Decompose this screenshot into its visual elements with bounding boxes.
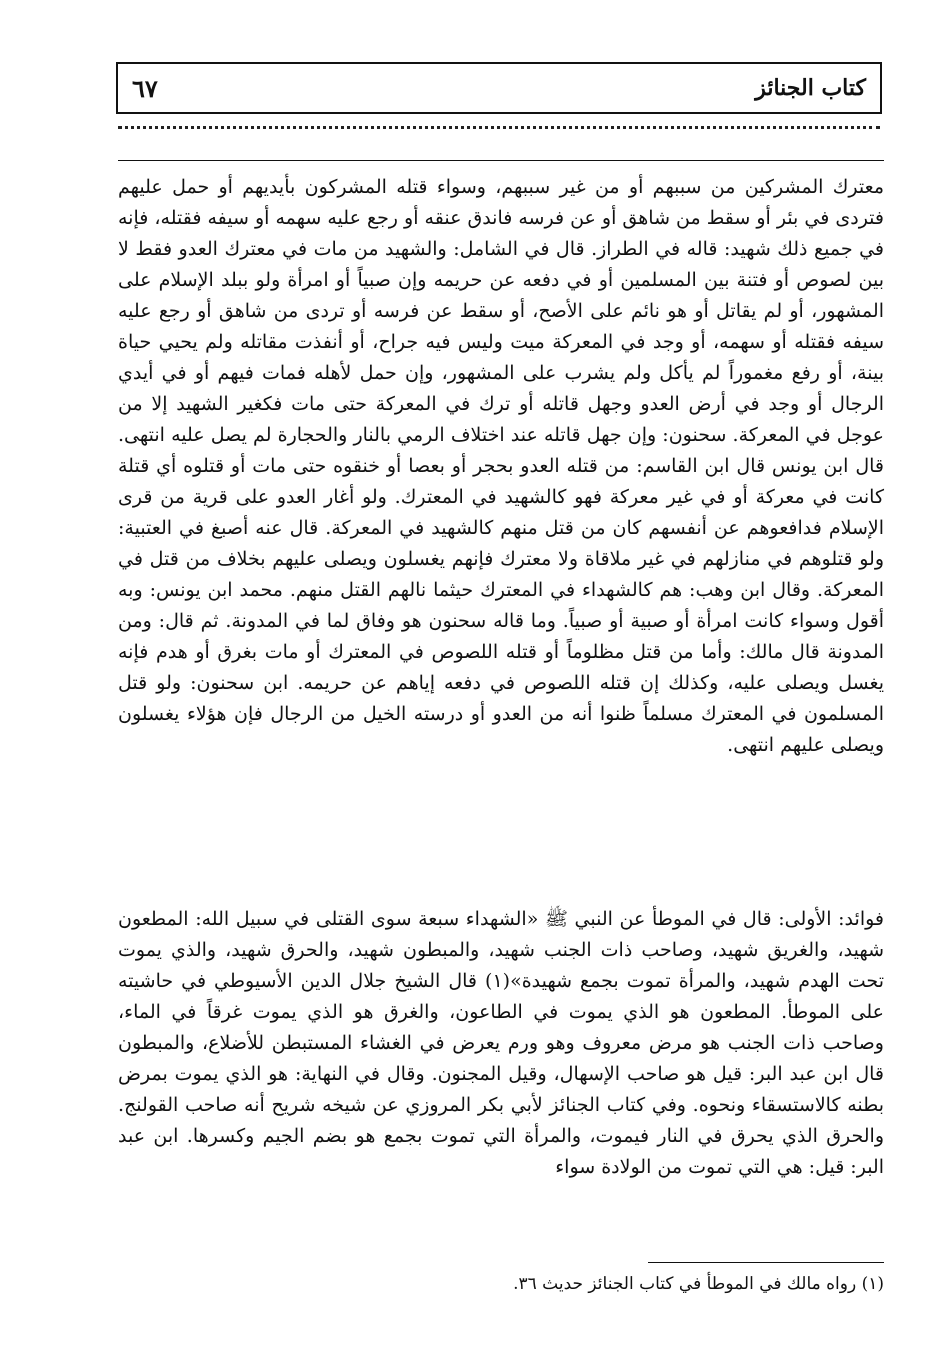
footnote-rule	[648, 1262, 884, 1263]
paragraph: فوائد: الأولى: قال في الموطأ عن النبي ﷺ «الشهداء سبعة سوى القتلى في سبيل الله: المطعون شهيد، والغريق شهيد، وصاحب ذات الجنب شهيد، والمبطون شهيد، والحرق شهيد، والذي يموت تحت الهدم شهيد، والمرأة تموت بجمع شهيدة»(١) قال الشيخ جلال الدين الأسيوطي في حاشيته على الموطأ. المطعون هو الذي يموت في الطاعون، والغرق هو الذي يموت غرقاً في الماء، وصاحب ذات الجنب هو مرض معروف وهو ورم يعرض في الغشاء المستبطن للأضلاع، والمبطون قال ابن عبد البر: قيل هو صاحب الإسهال، وقيل المجنون. وقال في النهاية: هو الذي يموت بمرض بطنه كالاستسقاء ونحوه. وفي كتاب الجنائز لأبي بكر المروزي عن شيخه شريح أنه صاحب القولنج. والحرق الذي يحرق في النار فيموت، والمرأة التي تموت بجمع هو بضم الجيم وكسرها. ابن عبد البر: قيل: هي التي تموت من الولادة سواء	[118, 908, 884, 1178]
running-header	[116, 62, 882, 114]
main-text	[118, 172, 884, 761]
benefits-text	[118, 904, 884, 1183]
header-rule	[118, 160, 884, 161]
paragraph: معترك المشركين من سببهم أو من غير سببهم، وسواء قتله المشركون بأيديهم أو حمل عليهم فتردى في بئر أو سقط من شاهق أو عن فرسه فاندق عنقه أو رجع عليه سهمه أو سيفه فقتله، فإنه في جميع ذلك شهيد: قاله في الطراز. قال في الشامل: والشهيد من مات في معترك العدو فقط لا بين لصوص أو فتنة بين المسلمين أو في دفعه عن حريمه وإن صبياً أو امرأة ولو ببلد الإسلام على المشهور، أو لم يقاتل أو هو نائم على الأصح، أو سقط عن فرسه أو تردى من شاهق أو رجع عليه سيفه فقتله أو سهمه، أو وجد في المعركة ميت وليس فيه جراح، أو أنفذت مقاتله ولم يحيي حياة بينة، أو رفع مغموراً لم يأكل ولم يشرب على المشهور، وإن حمل لأهله فمات فيهم أو في أيدي الرجال أو وجد في أرض العدو وجهل قاتله أو ترك في المعركة حتى مات فكغير الشهيد إلا من عوجل في المعركة. سحنون: وإن جهل قاتله عند اختلاف الرمي بالنار والحجارة لم يصل عليه انتهى. قال ابن يونس قال ابن القاسم: من قتله العدو بحجر أو بعصا أو خنقوه حتى مات أو قتلوه أي قتلة كانت في معركة أو في غير معركة فهو كالشهيد في المعترك. ولو أغار العدو على قرية من قرى الإسلام فدافعوهم عن أنفسهم كان من قتل منهم كالشهيد في المعركة. قال عنه أصبغ في العتبية: ولو قتلوهم في منازلهم في غير ملاقاة ولا معترك فإنهم يغسلون ويصلى عليهم بخلاف من قتل في المعركة. وقال ابن وهب: هم كالشهداء في المعترك حيثما نالهم القتل منهم. محمد ابن يونس: وبه أقول وسواء كانت امرأة أو صبية أو صبياً. وما قاله سحنون هو وفاق لما في المدونة. ثم قال: ومن المدونة قال مالك: وأما من قتل مظلوماً أو قتله اللصوص في المعترك أو مات بغرق أو هدم فإنه يغسل ويصلى عليه، وكذلك إن قتله اللصوص في دفعه إياهم عن حريمه. ابن سحنون: ولو قتل المسلمون في المعترك مسلماً ظنوا أنه من العدو أو درسته الخيل من الرجال فإن هؤلاء يغسلون ويصلى عليهم انتهى.	[118, 176, 885, 756]
page-number: ٦٧	[132, 73, 158, 103]
footnote: (١) رواه مالك في الموطأ في كتاب الجنائز حديث ٣٦.	[513, 1274, 884, 1294]
header-title: كتاب الجنائز	[755, 75, 866, 101]
dotted-divider	[118, 126, 880, 129]
